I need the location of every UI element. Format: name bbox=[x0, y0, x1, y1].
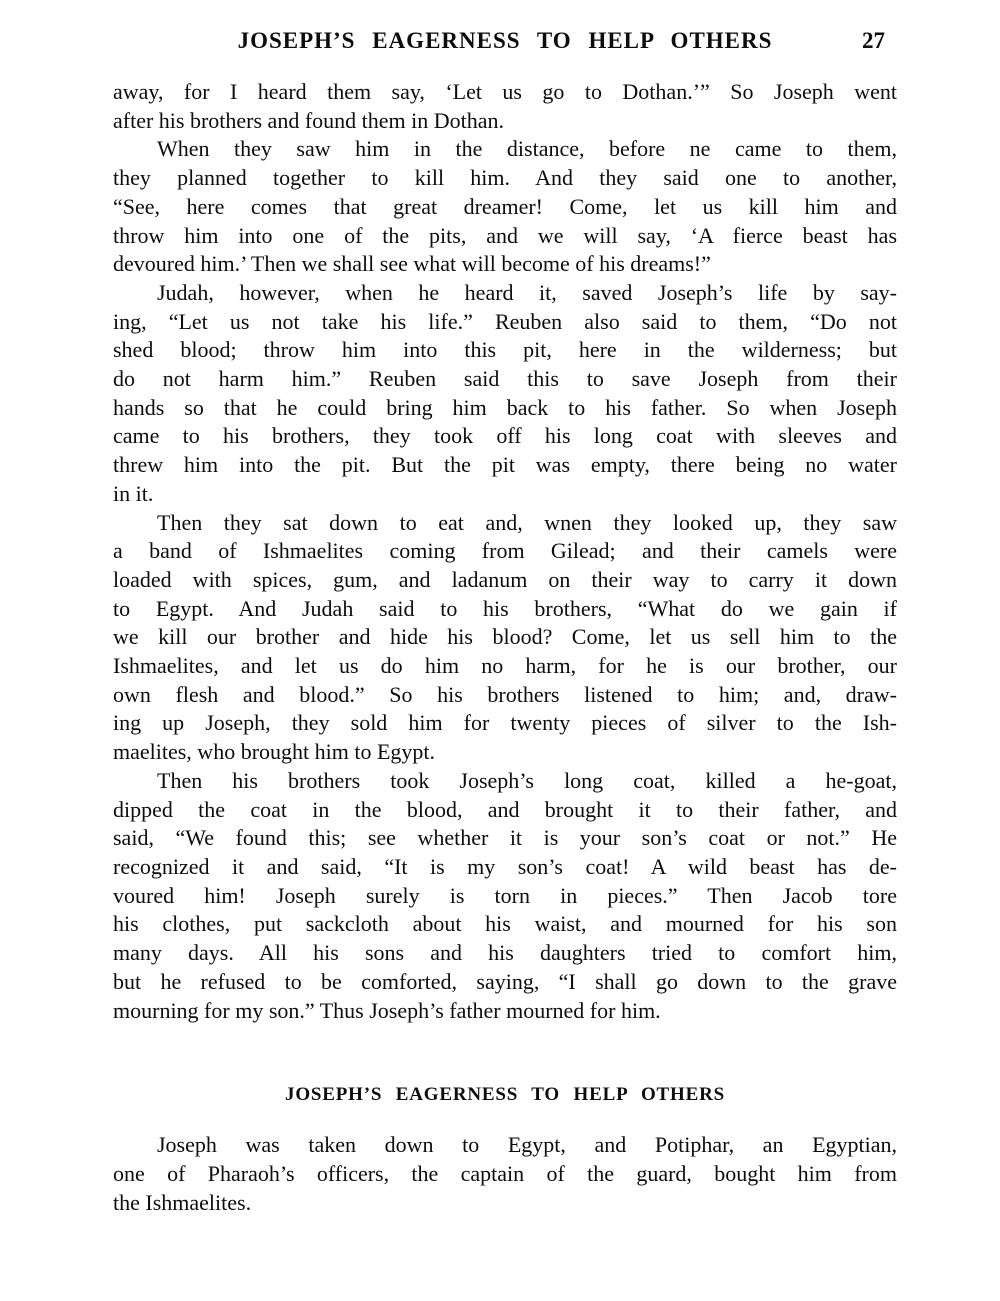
paragraph bbox=[113, 135, 897, 279]
text-line: to Egypt. And Judah said to his brothers, “What do we gain if bbox=[113, 595, 897, 621]
text-line: hands so that he could bring him back to his father. So when Joseph bbox=[113, 394, 897, 420]
text-line: one of Pharaoh’s officers, the captain of the guard, bought him from bbox=[113, 1160, 897, 1186]
text-line: Joseph was taken down to Egypt, and Potiphar, an Egyptian, bbox=[157, 1132, 897, 1158]
text-line: his clothes, put sackcloth about his waist, and mourned for his son bbox=[113, 911, 897, 937]
text-line: a band of Ishmaelites coming from Gilead; and their camels were bbox=[113, 538, 897, 564]
text-line: maelites, who brought him to Egypt. bbox=[113, 739, 436, 765]
text-line: mourning for my son.” Thus Joseph’s father mourned for him. bbox=[113, 997, 661, 1023]
text-line: after his brothers and found them in Dothan. bbox=[113, 107, 505, 133]
text-line: do not harm him.” Reuben said this to save Joseph from their bbox=[113, 366, 897, 392]
text-line: Ishmaelites, and let us do him no harm, for he is our brother, our bbox=[113, 653, 897, 679]
text-line: but he refused to be comforted, saying, “I shall go down to the grave bbox=[113, 968, 897, 994]
text-line: they planned together to kill him. And they said one to another, bbox=[113, 165, 897, 191]
paragraph bbox=[113, 509, 897, 767]
text-line: voured him! Joseph surely is torn in pieces.” Then Jacob tore bbox=[113, 882, 897, 908]
running-header-title: JOSEPH’S EAGERNESS TO HELP OTHERS bbox=[237, 28, 773, 53]
text-line: shed blood; throw him into this pit, here in the wilderness; but bbox=[113, 337, 897, 363]
text-line: threw him into the pit. But the pit was empty, there being no water bbox=[113, 452, 897, 478]
paragraph bbox=[113, 767, 897, 1025]
section-body bbox=[0, 1131, 1000, 1217]
book-page bbox=[0, 27, 1000, 1301]
text-line: many days. All his sons and his daughters tried to comfort him, bbox=[113, 940, 897, 966]
text-line: we kill our brother and hide his blood? Come, let us sell him to the bbox=[113, 624, 897, 650]
text-line: the Ishmaelites. bbox=[113, 1189, 252, 1215]
text-line: away, for I heard them say, ‘Let us go to Dothan.’” So Joseph went bbox=[113, 79, 897, 104]
text-line: own flesh and blood.” So his brothers listened to him; and, draw- bbox=[113, 681, 897, 707]
text-line: came to his brothers, they took off his long coat with sleeves and bbox=[113, 423, 897, 449]
text-line: recognized it and said, “It is my son’s coat! A wild beast has de- bbox=[113, 853, 897, 879]
text-line: ing up Joseph, they sold him for twenty pieces of silver to the Ish- bbox=[113, 710, 897, 736]
running-header bbox=[0, 27, 1000, 55]
text-line: throw him into one of the pits, and we will say, ‘A fierce beast has bbox=[113, 222, 897, 248]
text-line: ing, “Let us not take his life.” Reuben also said to them, “Do not bbox=[113, 308, 897, 334]
text-line: loaded with spices, gum, and ladanum on their way to carry it down bbox=[113, 566, 897, 592]
text-line: devoured him.’ Then we shall see what will become of his dreams!” bbox=[113, 251, 711, 277]
text-line: Judah, however, when he heard it, saved Joseph’s life by say- bbox=[157, 279, 897, 305]
text-line: When they saw him in the distance, before ne came to them, bbox=[157, 136, 897, 162]
text-line: in it. bbox=[113, 480, 154, 506]
page-number: 27 bbox=[862, 28, 885, 53]
text-line: Then his brothers took Joseph’s long coat, killed a he-goat, bbox=[157, 767, 897, 793]
page-body bbox=[0, 78, 1000, 1025]
paragraph bbox=[113, 78, 897, 135]
section-heading: JOSEPH’S EAGERNESS TO HELP OTHERS bbox=[285, 1084, 725, 1106]
text-line: Then they sat down to eat and, wnen they looked up, they saw bbox=[157, 509, 897, 535]
text-line: “See, here comes that great dreamer! Come, let us kill him and bbox=[113, 193, 897, 219]
text-line: said, “We found this; see whether it is your son’s coat or not.” He bbox=[113, 825, 897, 851]
paragraph bbox=[113, 279, 897, 509]
text-line: dipped the coat in the blood, and brought it to their father, and bbox=[113, 796, 897, 822]
paragraph bbox=[113, 1131, 897, 1217]
